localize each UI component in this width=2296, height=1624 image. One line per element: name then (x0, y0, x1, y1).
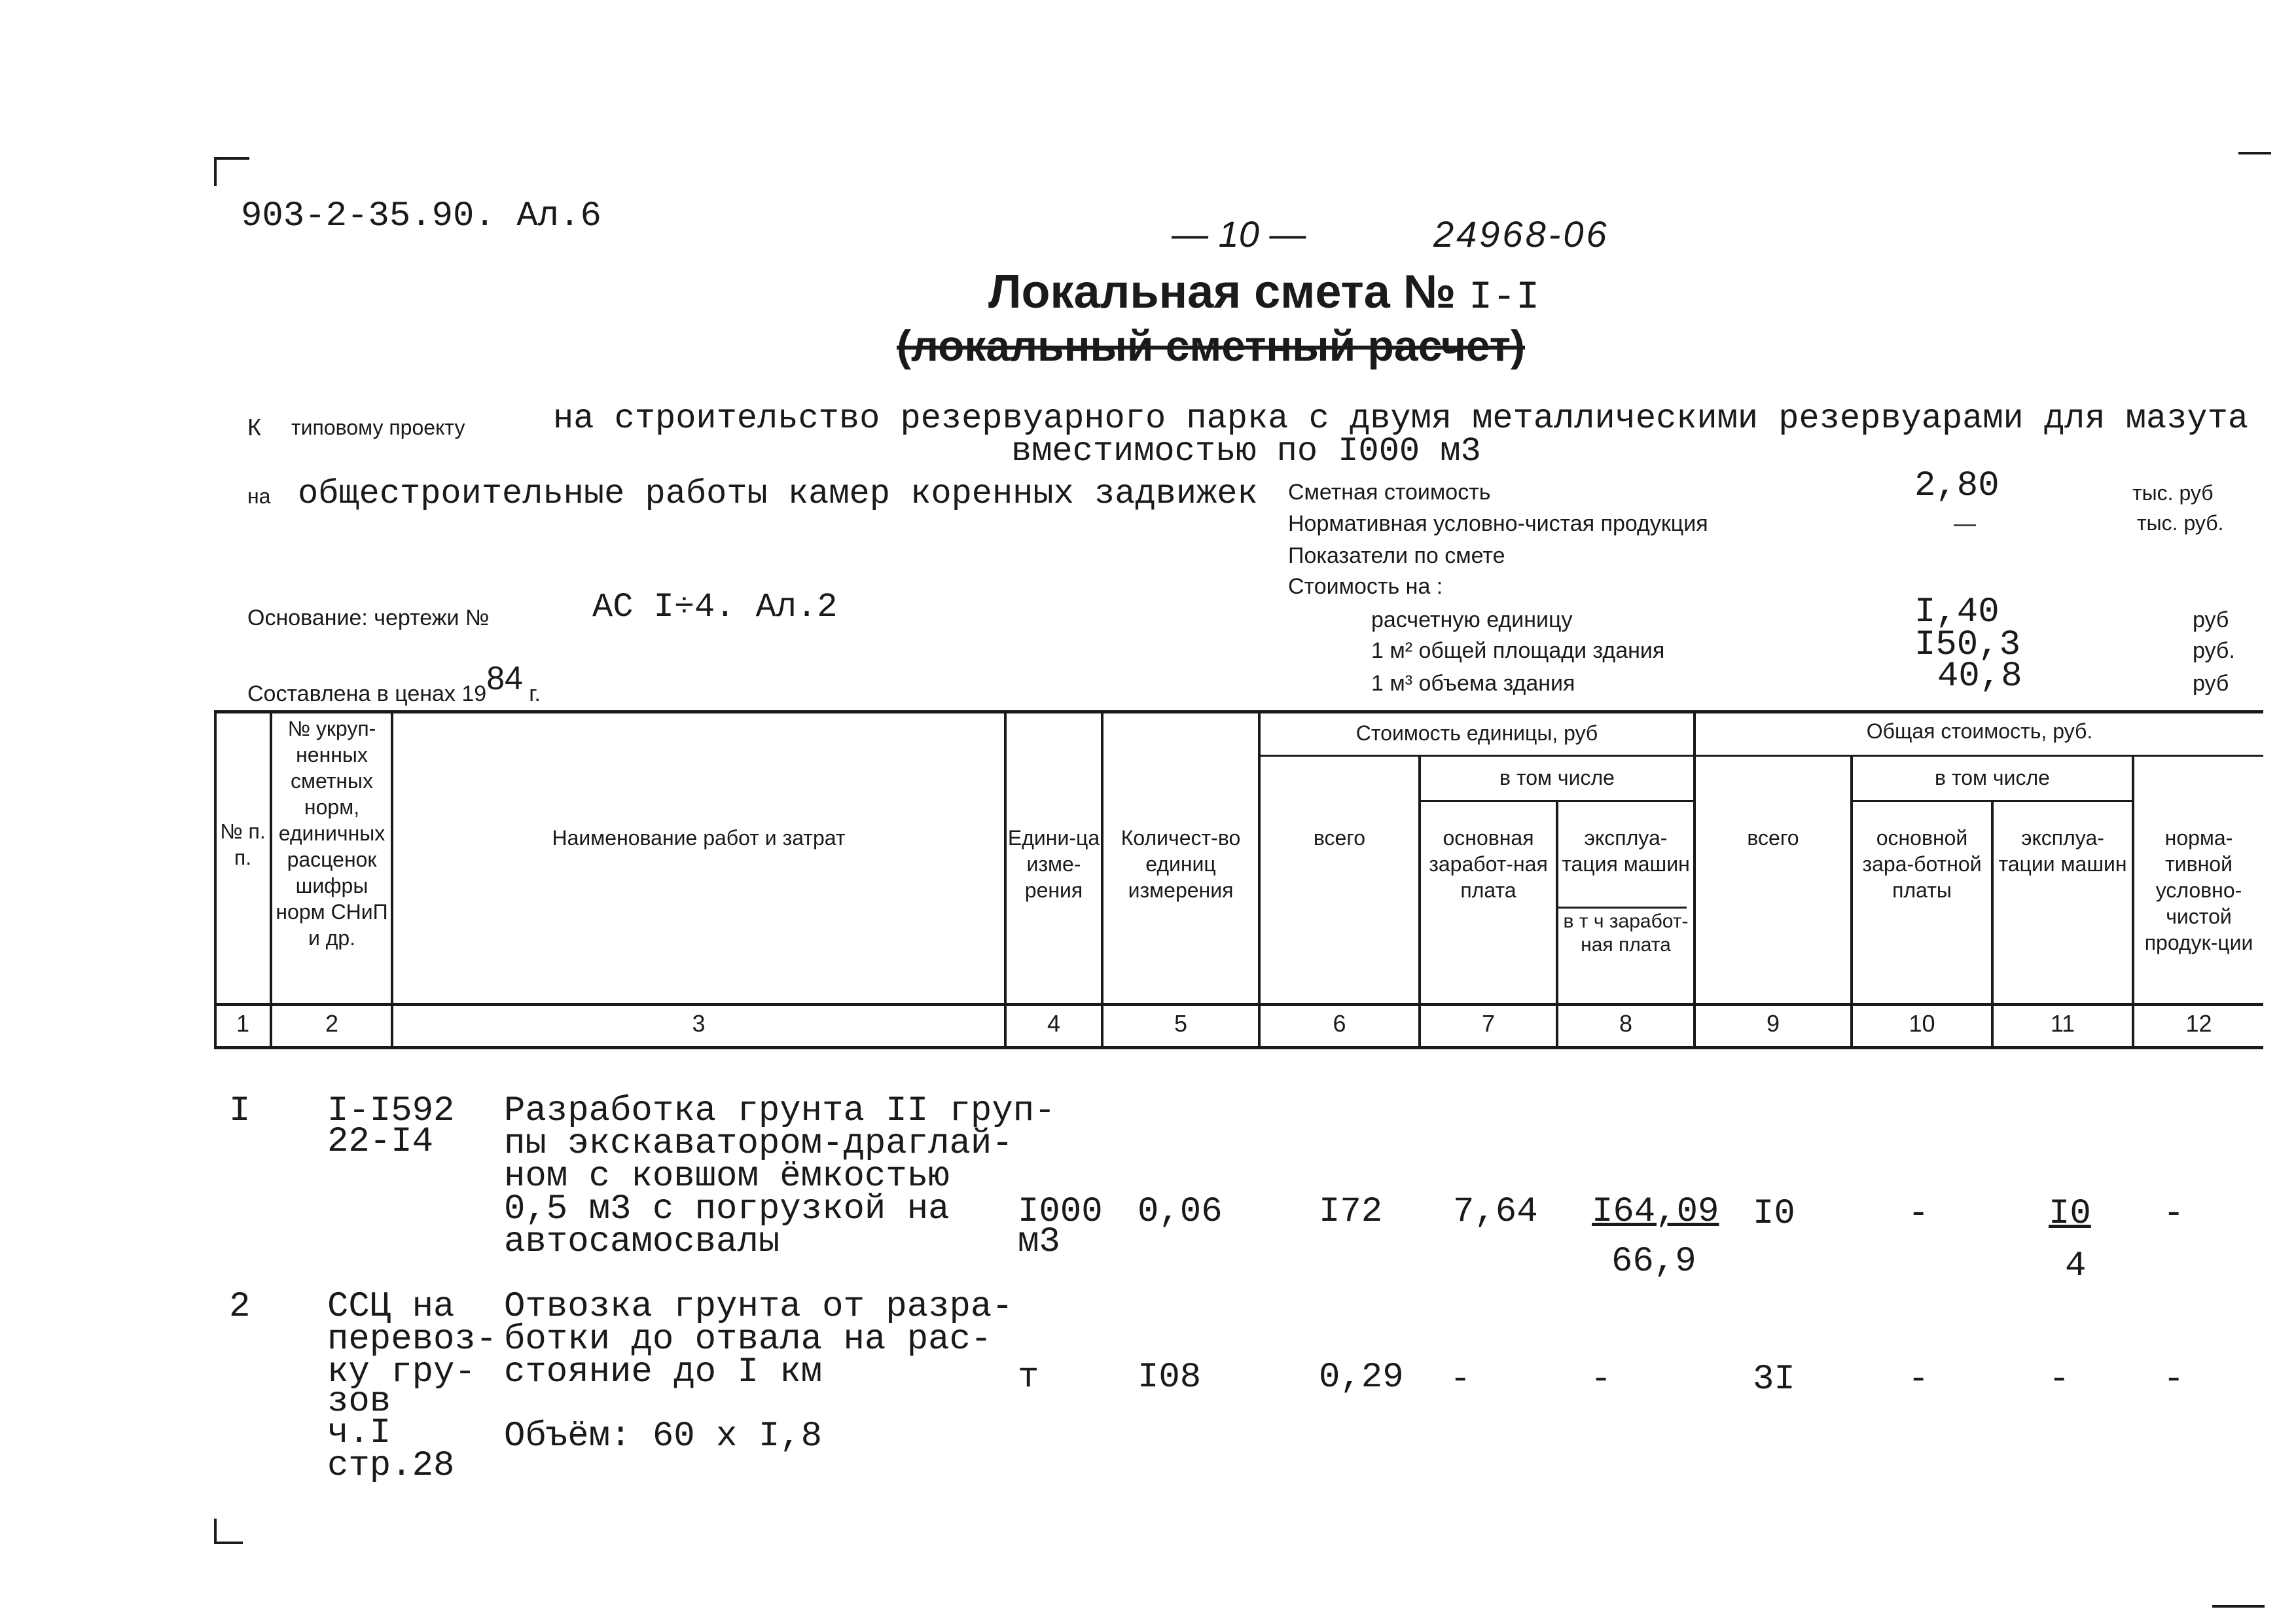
row1-col12: - (2163, 1194, 2185, 1234)
header-col2: № укруп-ненных сметных норм, единичных расценок шифры норм СНиП и др. (276, 717, 388, 950)
table-top-border (214, 710, 2263, 713)
corner-mark-top-left (214, 157, 249, 186)
header-col11: эксплуа-тации машин (1998, 826, 2127, 876)
header-col12: норма-тивной условно-чистой продук-ции (2144, 826, 2253, 954)
row2-col9: 3I (1753, 1360, 1795, 1399)
row2-code-1: ССЦ на (327, 1287, 455, 1327)
row2-code-2: перевоз- (327, 1320, 497, 1360)
col-number-9: 9 (1766, 1010, 1780, 1037)
row2-qty: I08 (1138, 1358, 1202, 1398)
document-code: 903-2-35.90. Ал.6 (241, 196, 601, 236)
row1-name-4: 0,5 м3 с погрузкой на (504, 1189, 950, 1229)
row1-name-5: автосамосвалы (504, 1222, 780, 1262)
normative-value: — (1954, 511, 1976, 536)
group-divider-line (1258, 755, 2263, 757)
row2-col11: - (2049, 1360, 2070, 1399)
unit1-value: I,40 (1914, 592, 2000, 632)
unit2-label: 1 м² общей площади здания (1371, 638, 1665, 663)
col-divider-5 (1258, 710, 1261, 1049)
page-number: — 10 — (1172, 213, 1306, 255)
basis-label: Основание: чертежи № (247, 605, 490, 630)
col-number-12: 12 (2185, 1010, 2212, 1037)
row2-name-1: Отвозка грунта от разра- (504, 1287, 1013, 1327)
indicators-label: Показатели по смете (1288, 543, 1505, 568)
cost-value: 2,80 (1914, 466, 2000, 506)
col-number-10: 10 (1909, 1010, 1935, 1037)
machine-wage-divider (1556, 907, 1687, 909)
row1-code-2: 22-I4 (327, 1122, 434, 1162)
row1-col11b: 4 (2065, 1246, 2087, 1286)
document-number: 24968-06 (1433, 213, 1609, 255)
row1-col9: I0 (1753, 1194, 1795, 1234)
header-col3: Наименование работ и затрат (552, 826, 846, 850)
page-subtitle: (локальный сметный расчет) (897, 321, 1526, 370)
header-col9: всего (1747, 826, 1799, 850)
corner-mark-bottom-left (214, 1519, 243, 1544)
normative-unit: тыс. руб. (2137, 511, 2224, 535)
label-na: на (247, 484, 271, 508)
row1-col10: - (1908, 1194, 1929, 1234)
row2-unit: т (1018, 1358, 1039, 1398)
table-bottom-border (214, 1046, 2263, 1049)
header-col4: Едини-ца изме-рения (1007, 826, 1100, 902)
corner-mark-bottom-right (2212, 1605, 2265, 1608)
prices-year: 84 (486, 660, 523, 696)
col-divider-8 (1693, 710, 1696, 1049)
row1-name-2: пы экскаватором-драглай- (504, 1124, 1013, 1164)
cost-unit: тыс. руб (2132, 481, 2214, 505)
row1-col11: I0 (2049, 1194, 2091, 1234)
header-total-cost: Общая стоимость, руб. (1866, 719, 2093, 743)
row1-unit-1: I000 (1018, 1192, 1103, 1232)
row1-col6: I72 (1319, 1192, 1383, 1232)
row1-unit-2: м3 (1018, 1222, 1060, 1262)
row2-code-3: ку гру- (327, 1352, 476, 1392)
unit3-label: 1 м³ объема здания (1371, 671, 1575, 696)
row2-col12: - (2163, 1360, 2185, 1399)
works-name: общестроительные работы камер коренных задвижек (298, 475, 1258, 513)
header-col7: основная заработ-ная плата (1429, 826, 1548, 902)
col-number-3: 3 (692, 1010, 706, 1037)
col-number-6: 6 (1333, 1010, 1346, 1037)
row2-code-5: ч.I (327, 1413, 391, 1453)
table-left-border (214, 710, 217, 1049)
row1-col7: 7,64 (1453, 1192, 1538, 1232)
estimate-table-header (214, 710, 2263, 1049)
unit2-unit: руб. (2193, 638, 2235, 663)
header-col1: № п. п. (220, 820, 266, 869)
row1-name-1: Разработка грунта II груп- (504, 1091, 1056, 1131)
label-k: К (247, 414, 261, 441)
row1-col8: I64,09 (1592, 1192, 1719, 1232)
row2-code-4: зов (327, 1382, 391, 1422)
corner-mark-top-right (2238, 152, 2271, 154)
row2-col8: - (1590, 1360, 1612, 1399)
header-incl-2: в том числе (1935, 766, 2050, 789)
cost-per-label: Стоимость на : (1288, 574, 1443, 599)
col-number-4: 4 (1047, 1010, 1061, 1037)
row2-col7: - (1450, 1360, 1471, 1399)
row1-code-1: I-I592 (327, 1091, 455, 1131)
basis-value: АС I÷4. Ал.2 (592, 588, 838, 626)
title-number: I-I (1469, 276, 1540, 320)
row1-col8b: 66,9 (1611, 1242, 1696, 1282)
header-col8b: в т ч заработ-ная плата (1563, 911, 1689, 956)
header-incl-1: в том числе (1499, 766, 1615, 789)
header-col10: основной зара-ботной платы (1862, 826, 1982, 902)
normative-label: Нормативная условно-чистая продукция (1288, 511, 1708, 536)
row2-volume: Объём: 60 х I,8 (504, 1416, 823, 1456)
project-text-line1: на строительство резервуарного парка с двумя металлическими резервуарами для мазута (553, 399, 2249, 438)
prices-label-text: Составлена в ценах 19 (247, 681, 487, 706)
header-col5: Количест-во единиц измерения (1121, 826, 1241, 902)
cost-label: Сметная стоимость (1288, 480, 1491, 505)
row1-qty: 0,06 (1138, 1192, 1223, 1232)
row2-number: 2 (229, 1287, 251, 1327)
project-text-line2: вместимостью по I000 м3 (1011, 432, 1481, 471)
row1-name-3: ном с ковшом ёмкостью (504, 1157, 950, 1197)
prices-suffix: г. (529, 681, 541, 706)
unit1-unit: руб (2193, 607, 2229, 632)
header-unit-cost: Стоимость единицы, руб (1355, 721, 1598, 745)
row2-name-2: ботки до отвала на рас- (504, 1320, 992, 1360)
col-number-7: 7 (1481, 1010, 1496, 1037)
unit1-label: расчетную единицу (1371, 607, 1573, 632)
col-number-5: 5 (1174, 1010, 1188, 1037)
col-number-1: 1 (236, 1010, 250, 1037)
page-title (988, 265, 1539, 320)
col-number-8: 8 (1619, 1010, 1633, 1037)
col-number-11: 11 (2050, 1010, 2075, 1037)
col-number-2: 2 (325, 1010, 339, 1037)
unit2-value: I50,3 (1914, 625, 2021, 665)
row1-number: I (229, 1091, 251, 1131)
label-tipovomu: типовому проекту (291, 416, 465, 439)
header-col6: всего (1313, 826, 1366, 850)
header-col8a: эксплуа-тация машин (1562, 826, 1690, 876)
unit3-unit: руб (2193, 671, 2229, 696)
unit3-value: 40,8 (1937, 657, 2022, 696)
prices-label (247, 660, 541, 709)
row2-code-6: стр.28 (327, 1446, 455, 1486)
header-bottom-line (214, 1003, 2263, 1006)
row2-col10: - (1908, 1360, 1929, 1399)
row2-col6: 0,29 (1319, 1358, 1404, 1398)
title-text: Локальная смета № (988, 266, 1456, 318)
row2-name-3: стояние до I км (504, 1352, 823, 1392)
